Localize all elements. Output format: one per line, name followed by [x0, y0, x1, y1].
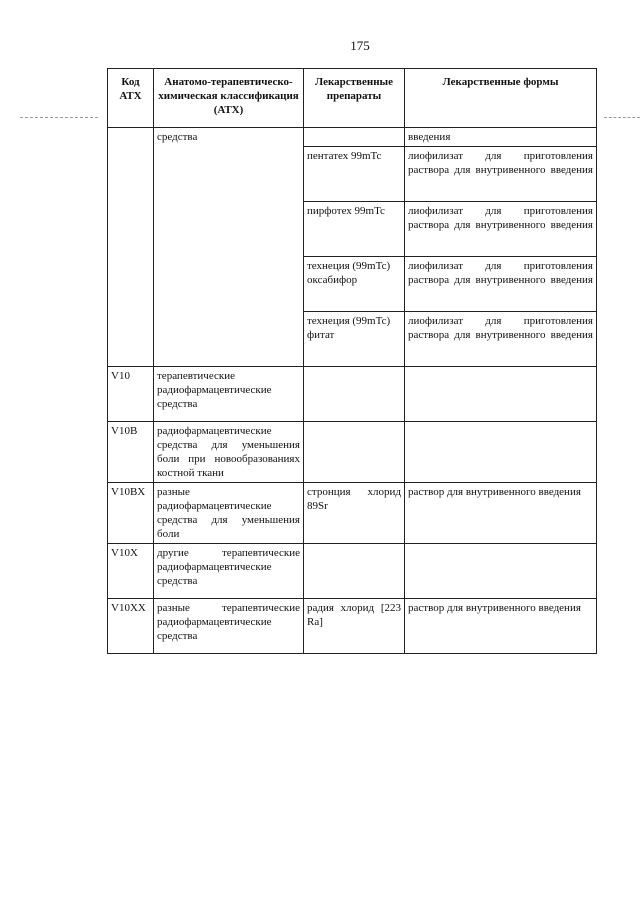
- atc-code-cell: V10BX: [108, 483, 154, 544]
- atc-code-cell: V10: [108, 367, 154, 422]
- dosage-form-cell: лиофилизат для приготовления раствора для внутривенного введения: [405, 257, 597, 312]
- header-atc-classification: Анатомо-терапевтическо-химическая классификация (АТХ): [154, 69, 304, 128]
- scan-artifact-line-left: [20, 117, 98, 118]
- classification-cell: средства: [154, 128, 304, 367]
- atc-code-cell: [108, 128, 154, 367]
- header-dosage-forms: Лекарственные формы: [405, 69, 597, 128]
- dosage-form-cell: [405, 422, 597, 483]
- drug-cell: [304, 544, 405, 599]
- drug-cell: [304, 128, 405, 147]
- dosage-form-cell: введения: [405, 128, 597, 147]
- classification-cell: другие терапевтические радиофармацевтические средства: [154, 544, 304, 599]
- drug-cell: стронция хлорид 89Sr: [304, 483, 405, 544]
- atc-code-cell: V10X: [108, 544, 154, 599]
- dosage-form-cell: [405, 367, 597, 422]
- dosage-form-cell: лиофилизат для приготовления раствора для внутривенного введения: [405, 147, 597, 202]
- table-row: [108, 128, 597, 147]
- table-row: [108, 544, 597, 599]
- atc-code-cell: V10XX: [108, 599, 154, 654]
- classification-cell: разные терапевтические радиофармацевтические средства: [154, 599, 304, 654]
- table-row: [108, 367, 597, 422]
- atc-drug-table: [107, 68, 597, 654]
- atc-code-cell: V10B: [108, 422, 154, 483]
- page-number: 175: [350, 38, 370, 53]
- drug-cell: радия хлорид [223 Ra]: [304, 599, 405, 654]
- dosage-form-cell: раствор для внутривенного введения: [405, 599, 597, 654]
- scan-artifact-line-right: [604, 117, 640, 118]
- drug-cell: [304, 367, 405, 422]
- dosage-form-cell: раствор для внутривенного введения: [405, 483, 597, 544]
- table-row: [108, 483, 597, 544]
- table-row: [108, 599, 597, 654]
- drug-cell: пентатех 99mTc: [304, 147, 405, 202]
- header-drugs: Лекарственные препараты: [304, 69, 405, 128]
- drug-cell: [304, 422, 405, 483]
- dosage-form-cell: [405, 544, 597, 599]
- dosage-form-cell: лиофилизат для приготовления раствора для внутривенного введения: [405, 202, 597, 257]
- classification-cell: терапевтические радиофармацевтические средства: [154, 367, 304, 422]
- drug-cell: технеция (99mTc) оксабифор: [304, 257, 405, 312]
- dosage-form-cell: лиофилизат для приготовления раствора для внутривенного введения: [405, 312, 597, 367]
- drug-cell: пирфотех 99mTc: [304, 202, 405, 257]
- classification-cell: разные радиофармацевтические средства для уменьшения боли: [154, 483, 304, 544]
- header-atc-code: Код АТХ: [108, 69, 154, 128]
- classification-cell: радиофармацевтические средства для уменьшения боли при новообразованиях костной ткани: [154, 422, 304, 483]
- table-row: [108, 422, 597, 483]
- table-header-row: [108, 69, 597, 128]
- drug-cell: технеция (99mTc) фитат: [304, 312, 405, 367]
